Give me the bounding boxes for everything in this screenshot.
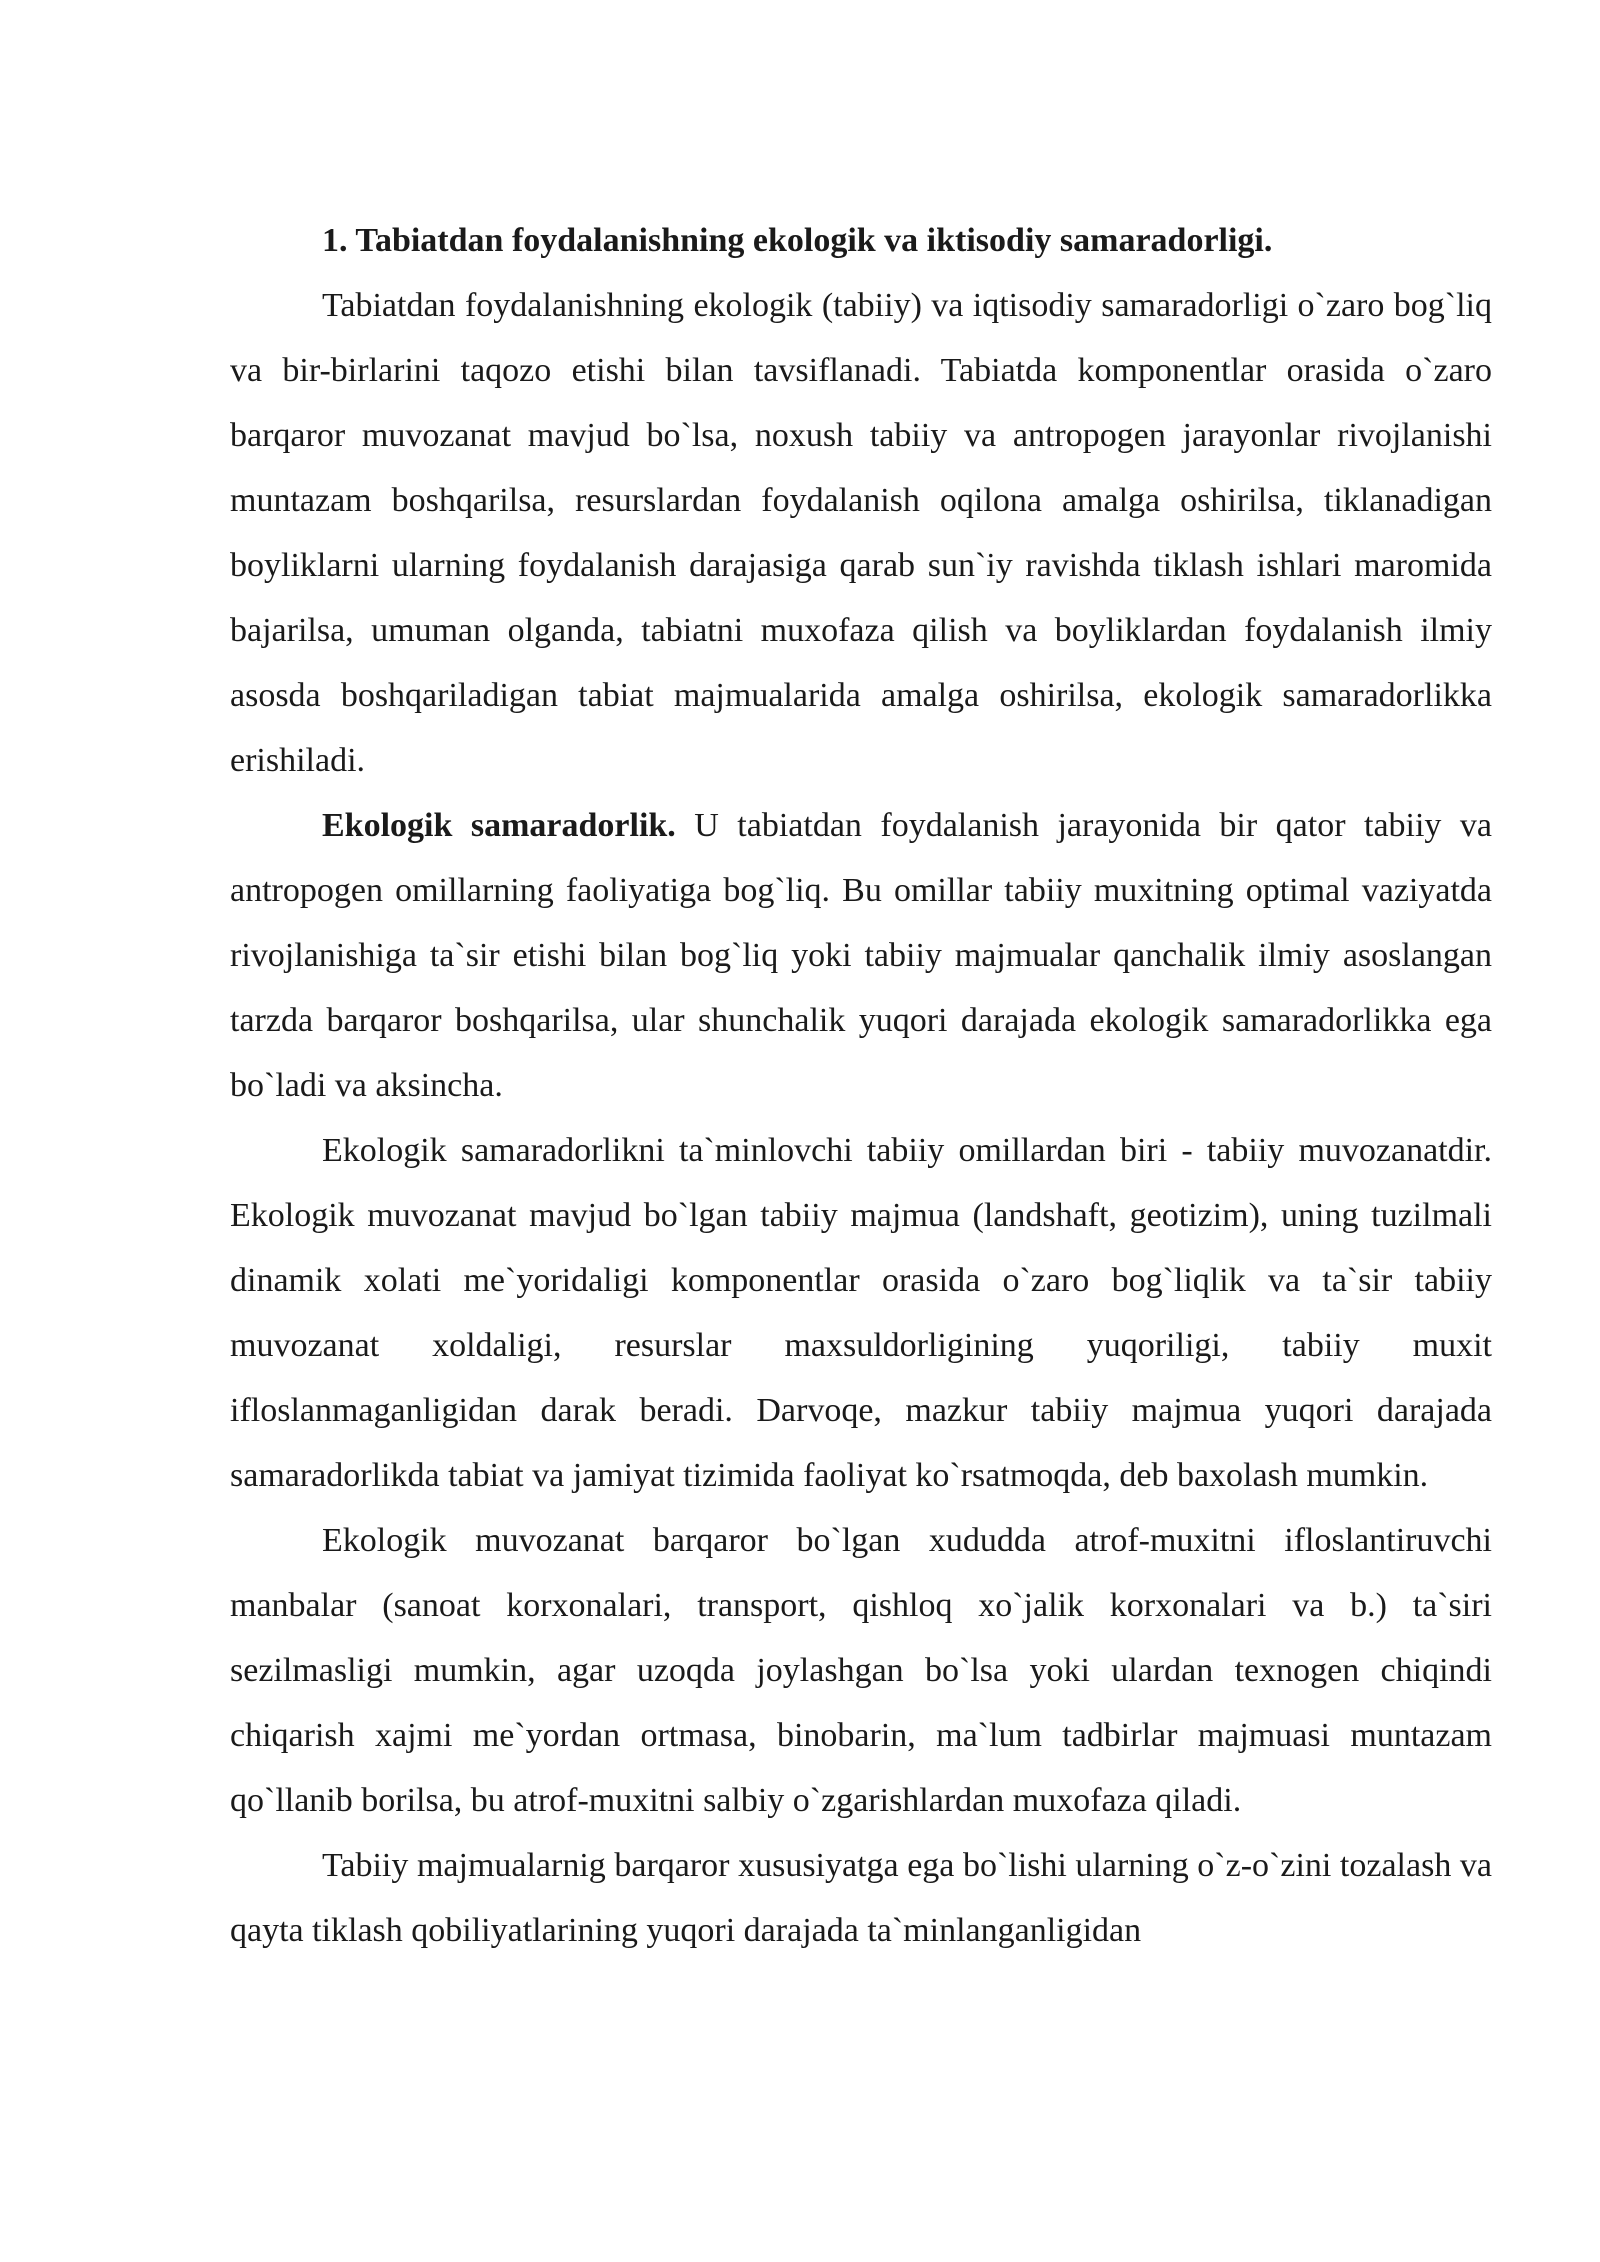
paragraph-pollution-sources (230, 1508, 1492, 1833)
paragraph-intro (230, 273, 1492, 793)
paragraph-text: U tabiatdan foydalanish jarayonida bir qator tabiiy va antropogen omillarning faoliyatiga bog`liq. Bu omillar tabiiy muxitning optimal vaziyatda rivojlanishiga ta`sir etishi bilan bog`liq yoki tabiiy majmualar qanchalik ilmiy asoslangan tarzda barqaror boshqarilsa, ular shunchalik yuqori darajada ekologik samaradorlikka ega bo`ladi va aksincha. (230, 807, 1492, 1104)
paragraph-text: Tabiatdan foydalanishning ekologik (tabiiy) va iqtisodiy samaradorligi o`zaro bog`liq va bir-birlarini taqozo etishi bilan tavsiflanadi. Tabiatda komponentlar orasida o`zaro barqaror muvozanat mavjud bo`lsa, noxush tabiiy va antropogen jarayonlar rivojlanishi muntazam boshqarilsa, resurslardan foydalanish oqilona amalga oshirilsa, tiklanadigan boyliklarni ularning foydalanish darajasiga qarab sun`iy ravishda tiklash ishlari maromida bajarilsa, umuman olganda, tabiatni muxofaza qilish va boyliklardan foydalanish ilmiy asosda boshqariladigan tabiat majmualarida amalga oshirilsa, ekologik samaradorlikka erishiladi. (230, 287, 1492, 779)
paragraph-ecological-efficiency (230, 793, 1492, 1118)
paragraph-text: Tabiiy majmualarnig barqaror xususiyatga ega bo`lishi ularning o`z-o`zini tozalash va qayta tiklash qobiliyatlarining yuqori darajada ta`minlanganligidan (230, 1847, 1492, 1949)
paragraph-lead-term: Ekologik samaradorlik. (322, 807, 676, 844)
document-page (230, 208, 1492, 1963)
paragraph-self-cleaning (230, 1833, 1492, 1963)
paragraph-text: Ekologik muvozanat barqaror bo`lgan xududda atrof-muxitni ifloslantiruvchi manbalar (sanoat korxonalari, transport, qishloq xo`jalik korxonalari va b.) ta`siri sezilmasligi mumkin, agar uzoqda joylashgan bo`lsa yoki ulardan texnogen chiqindi chiqarish xajmi me`yordan ortmasa, binobarin, ma`lum tadbirlar majmuasi muntazam qo`llanib borilsa, bu atrof-muxitni salbiy o`zgarishlardan muxofaza qiladi. (230, 1522, 1492, 1819)
paragraph-text: Ekologik samaradorlikni ta`minlovchi tabiiy omillardan biri - tabiiy muvozanatdir. Ekologik muvozanat mavjud bo`lgan tabiiy majmua (landshaft, geotizim), uning tuzilmali dinamik xolati me`yoridaligi komponentlar orasida o`zaro bog`liqlik va ta`sir tabiiy muvozanat xoldaligi, resurslar maxsuldorligining yuqoriligi, tabiiy muxit ifloslanmaganligidan darak beradi. Darvoqe, mazkur tabiiy majmua yuqori darajada samaradorlikda tabiat va jamiyat tizimida faoliyat ko`rsatmoqda, deb baxolash mumkin. (230, 1132, 1492, 1494)
paragraph-natural-balance (230, 1118, 1492, 1508)
section-heading: 1. Tabiatdan foydalanishning ekologik va iktisodiy samaradorligi. (322, 222, 1273, 259)
